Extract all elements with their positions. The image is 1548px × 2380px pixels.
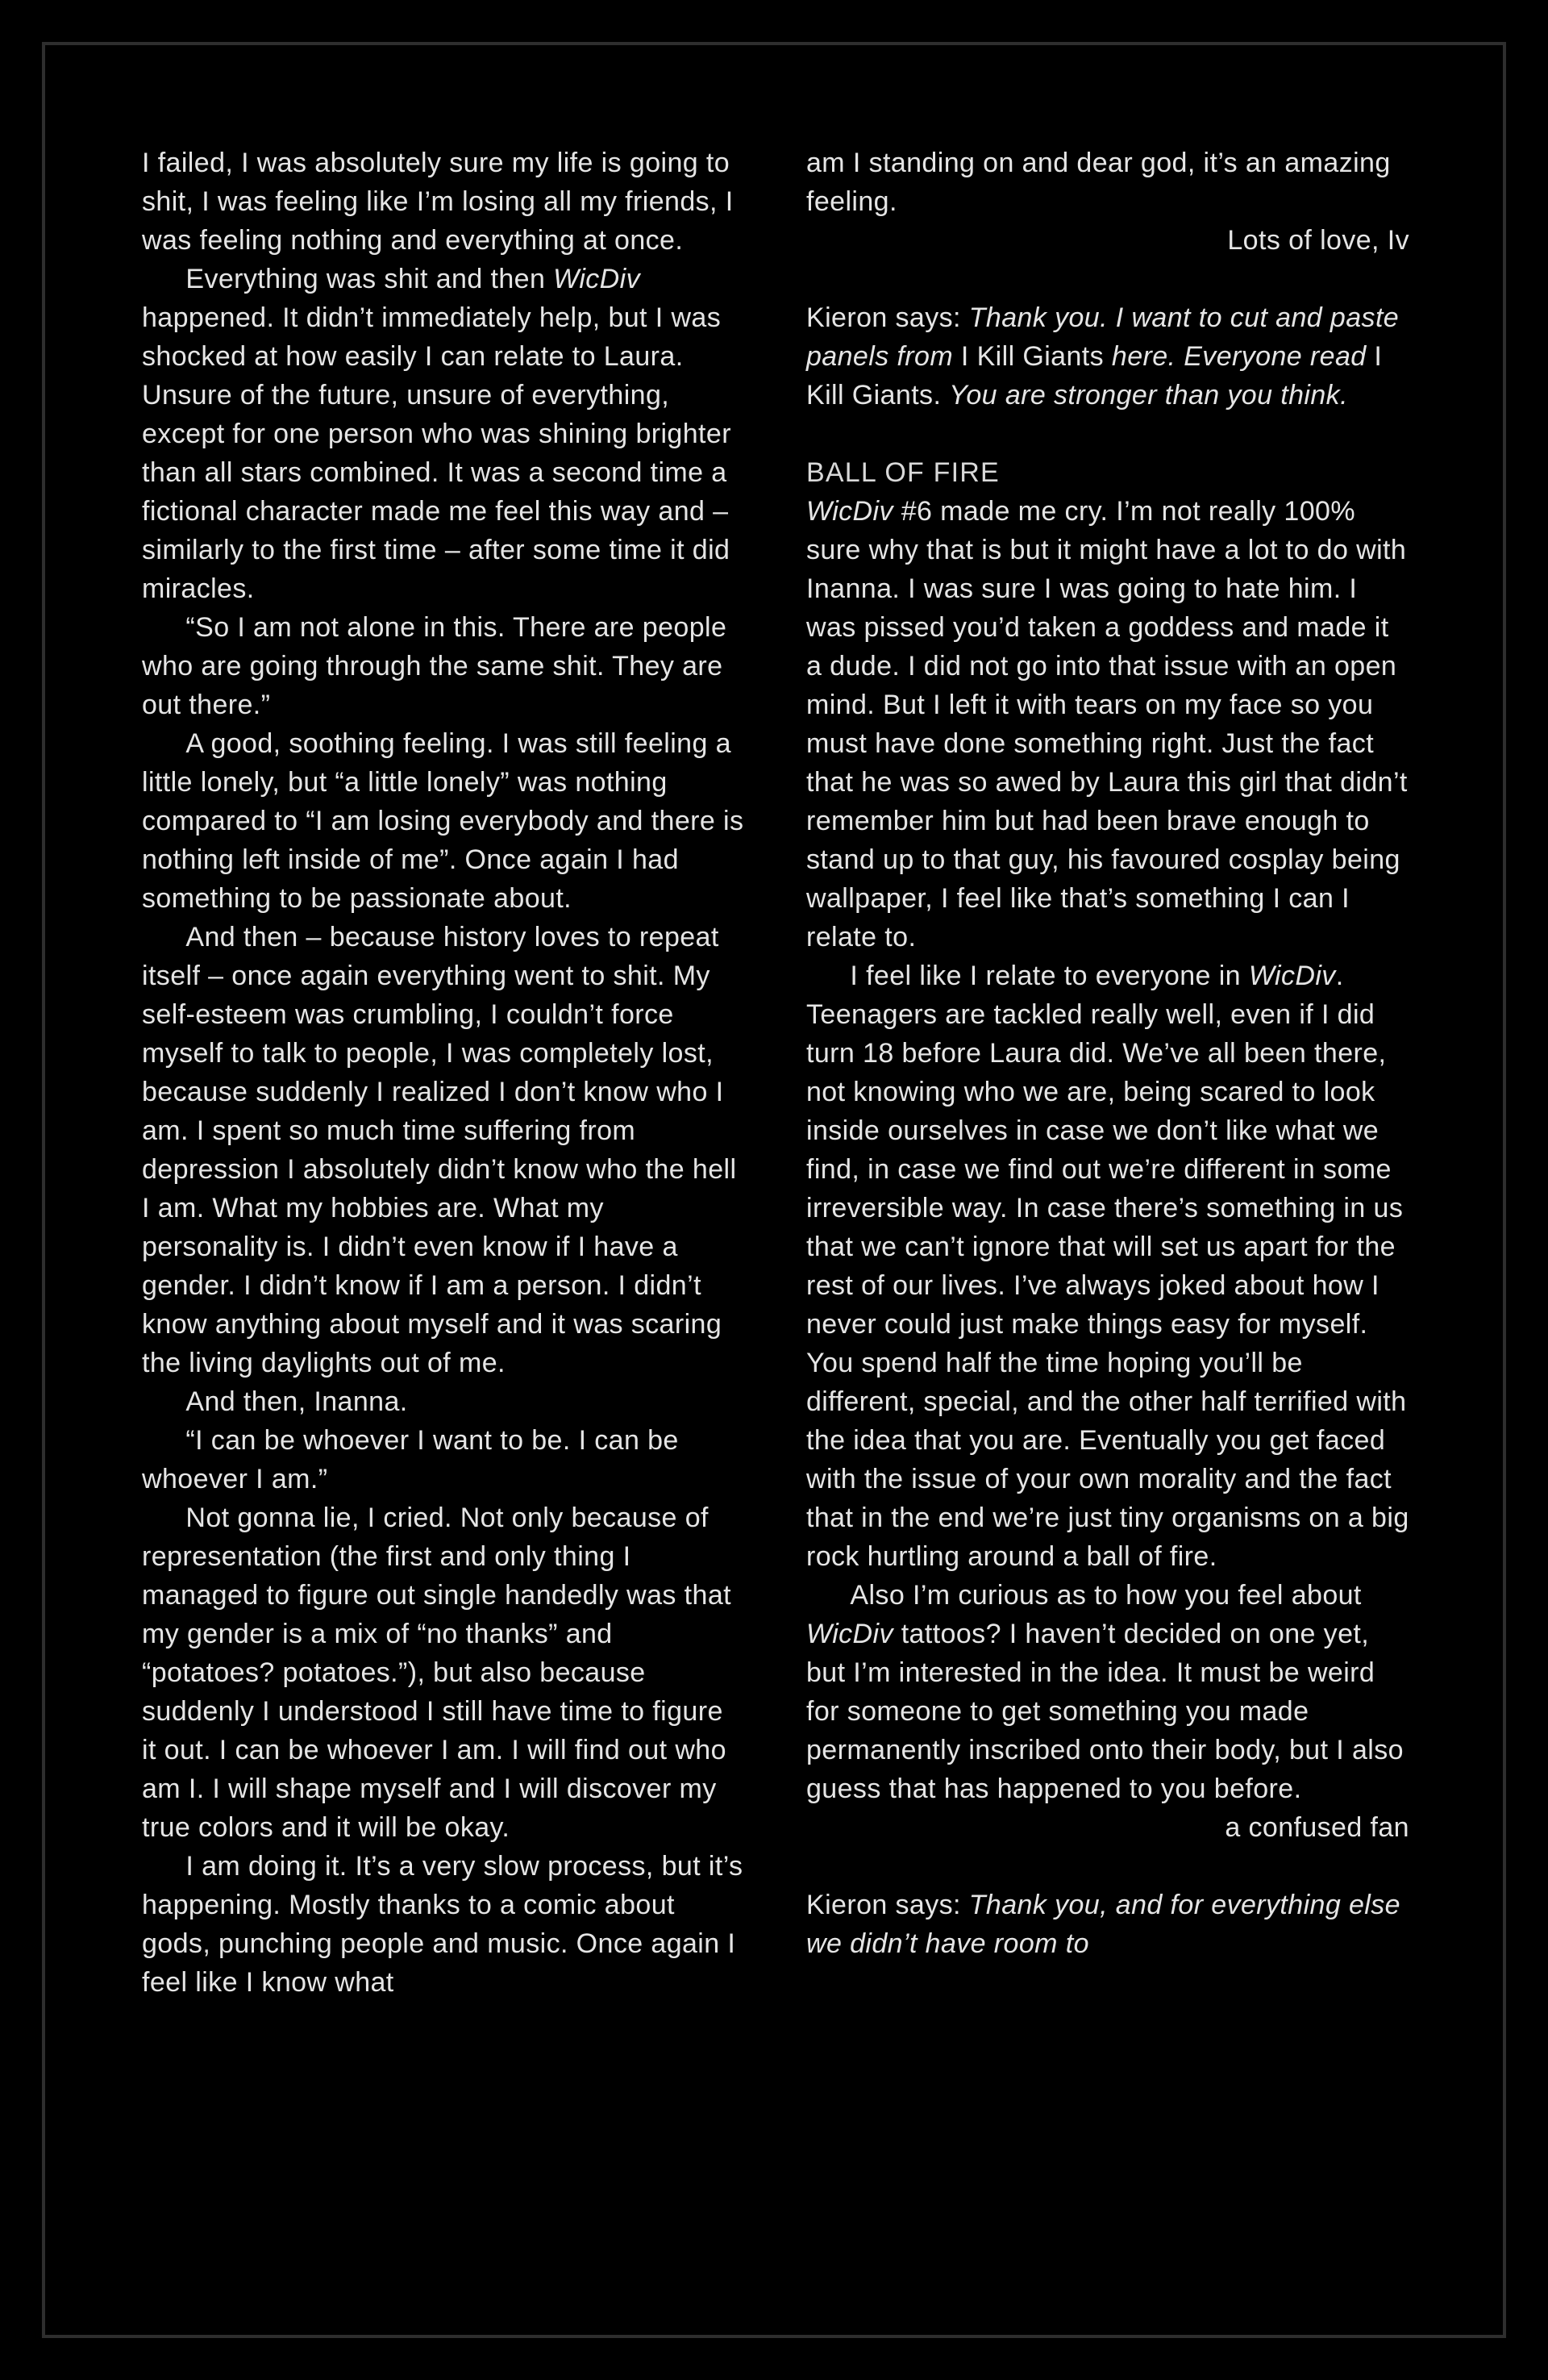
italic-text-segment: Thank you, and for everything else we didn’t have room to <box>806 1890 1400 1959</box>
text-segment: Kieron says: <box>806 302 969 333</box>
italic-text-segment: WicDiv <box>806 1619 893 1649</box>
text-segment: And then, Inanna. <box>185 1386 408 1417</box>
right-column <box>806 144 1409 2002</box>
letter-paragraph <box>142 1382 745 1421</box>
text-segment: I feel like I relate to everyone in <box>850 961 1249 991</box>
letter-paragraph <box>806 144 1409 221</box>
text-segment: a confused fan <box>1225 1812 1409 1843</box>
italic-text-segment: Thank you. I want to cut and paste panels from <box>806 302 1400 372</box>
letter-signoff <box>806 221 1409 260</box>
italic-text-segment: You are stronger than you think. <box>949 380 1348 411</box>
text-segment: #6 made me cry. I’m not really 100% sure why that is but it might have a lot to do with Inanna. I was sure I was going to hate him. I was pissed you’d taken a goddess and made it a dude. I did not go into that issue with an open mind. But I left it with tears on my face so you must have done something right. Just the fact that he was so awed by Laura this girl that didn’t remember him but had been brave enough to stand up to that guy, his favoured cosplay being wallpaper, I feel like that’s something I can I relate to. <box>806 496 1408 952</box>
kieron-response <box>806 298 1409 415</box>
text-segment: tattoos? I haven’t decided on one yet, but I’m interested in the idea. It must be weird for someone to get something you made permanently inscribed onto their body, but I also guess that has happened to you before. <box>806 1619 1404 1804</box>
text-segment: Lots of love, Iv <box>1227 225 1409 256</box>
italic-text-segment: here. Everyone read <box>1111 341 1375 372</box>
letter-paragraph <box>806 492 1409 957</box>
kieron-response <box>806 1886 1409 1963</box>
italic-text-segment: WicDiv <box>553 264 640 294</box>
text-segment: I Kill Giants. <box>806 341 1383 411</box>
letter-paragraph <box>142 724 745 918</box>
letter-paragraph <box>142 260 745 608</box>
text-segment: I am doing it. It’s a very slow process, but it’s happening. Mostly thanks to a comic about gods, punching people and music. Once again I feel like I know what <box>142 1851 743 1998</box>
text-segment: I Kill Giants <box>960 341 1112 372</box>
text-segment: happened. It didn’t immediately help, but I was shocked at how easily I can relate to Laura. Unsure of the future, unsure of everything, except for one person who was shining brighter than all stars combined. It was a second time a fictional character made me feel this way and – similarly to the first time – after some time it did miracles. <box>142 302 731 604</box>
letter-paragraph <box>142 144 745 260</box>
text-segment: am I standing on and dear god, it’s an amazing feeling. <box>806 148 1391 217</box>
text-segment: “So I am not alone in this. There are people who are going through the same shit. They are out there.” <box>142 612 727 720</box>
text-segment: . Teenagers are tackled really well, even if I did turn 18 before Laura did. We’ve all been there, not knowing who we are, being scared to look inside ourselves in case we don’t like what we find, in case we find out we’re different in some irreversible way. In case there’s something in us that we can’t ignore that will set us apart for the rest of our lives. I’ve always joked about how I never could just make things easy for myself. You spend half the time hoping you’ll be different, special, and the other half terrified with the idea that you are. Eventually you get faced with the issue of your own morality and the fact that in the end we’re just tiny organisms on a big rock hurtling around a ball of fire. <box>806 961 1409 1572</box>
letter-paragraph <box>806 1576 1409 1808</box>
italic-text-segment: WicDiv <box>1248 961 1336 991</box>
text-segment: Kieron says: <box>806 1890 969 1920</box>
left-column <box>142 144 745 2002</box>
italic-text-segment: WicDiv <box>806 496 893 527</box>
letter-paragraph <box>806 957 1409 1576</box>
text-segment: And then – because history loves to repeat itself – once again everything went to shit. My self-esteem was crumbling, I couldn’t force myself to talk to people, I was completely lost, because suddenly I realized I don’t know who I am. I spent so much time suffering from depression I absolutely didn’t know who the hell I am. What my hobbies are. What my personality is. I didn’t even know if I have a gender. I didn’t know if I am a person. I didn’t know anything about myself and it was scaring the living daylights out of me. <box>142 922 737 1378</box>
text-segment: Also I’m curious as to how you feel about <box>850 1580 1362 1611</box>
letter-paragraph <box>142 1498 745 1847</box>
text-segment: BALL OF FIRE <box>806 457 1000 488</box>
letter-paragraph <box>142 918 745 1382</box>
text-segment: A good, soothing feeling. I was still feeling a little lonely, but “a little lonely” was nothing compared to “I am losing everybody and there is nothing left inside of me”. Once again I had something to be passionate about. <box>142 728 744 914</box>
letter-paragraph <box>142 1847 745 2002</box>
letter-paragraph <box>142 1421 745 1498</box>
letter-paragraph <box>142 608 745 724</box>
text-segment: Not gonna lie, I cried. Not only because of representation (the first and only thing I managed to figure out single handedly was that my gender is a mix of “no thanks” and “potatoes? potatoes.”), but also because suddenly I understood I still have time to figure it out. I can be whoever I am. I will find out who am I. I will shape myself and I will discover my true colors and it will be okay. <box>142 1503 731 1843</box>
text-segment: “I can be whoever I want to be. I can be whoever I am.” <box>142 1425 679 1494</box>
text-segment: I failed, I was absolutely sure my life is going to shit, I was feeling like I’m losing all my friends, I was feeling nothing and everything at once. <box>142 148 734 256</box>
letters-content <box>142 144 1409 2002</box>
letter-signoff <box>806 1808 1409 1847</box>
section-header <box>806 453 1409 492</box>
text-segment: Everything was shit and then <box>185 264 554 294</box>
